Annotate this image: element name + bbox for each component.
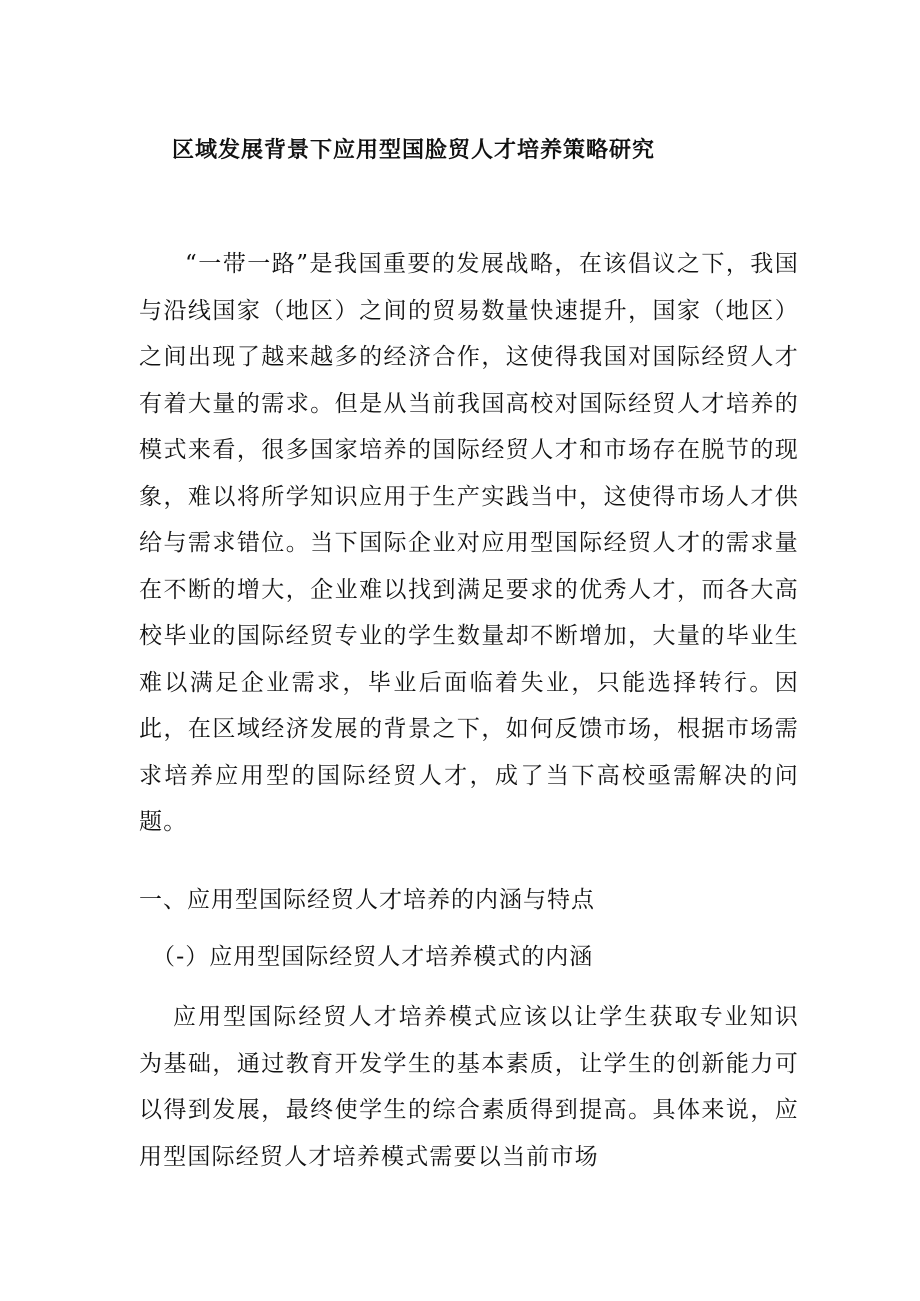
section-heading: 一、应用型国际经贸人才培养的内涵与特点 bbox=[139, 887, 595, 913]
intro-paragraph: “一带一路”是我国重要的发展战略，在该倡议之下，我国与沿线国家（地区）之间的贸易数量快速提升，国家（地区）之间出现了越来越多的经济合作，这使得我国对国际经贸人才有着大量的需求。但是从当前我国高校对国际经贸人才培养的模式来看，很多国家培养的国际经贸人才和市场存在脱节的现象，难以将所学知识应用于生产实践当中，这使得市场人才供给与需求错位。当下国际企业对应用型国际经贸人才的需求量在不断的增大，企业难以找到满足要求的优秀人才，而各大高校毕业的国际经贸专业的学生数量却不断增加，大量的毕业生难以满足企业需求，毕业后面临着失业，只能选择转行。因此，在区域经济发展的背景之下，如何反馈市场，根据市场需求培养应用型的国际经贸人才，成了当下高校亟需解决的问题。 bbox=[139, 251, 799, 835]
subsection-paragraph: 应用型国际经贸人才培养模式应该以让学生获取专业知识为基础，通过教育开发学生的基本素质，让学生的创新能力可以得到发展，最终使学生的综合素质得到提高。具体来说，应用型国际经贸人才培养模式需要以当前市场 bbox=[139, 1004, 799, 1170]
subsection-heading: （-）应用型国际经贸人才培养模式的内涵 bbox=[152, 944, 594, 970]
document-title: 区域发展背景下应用型国脸贸人才培养策略研究 bbox=[172, 138, 656, 163]
